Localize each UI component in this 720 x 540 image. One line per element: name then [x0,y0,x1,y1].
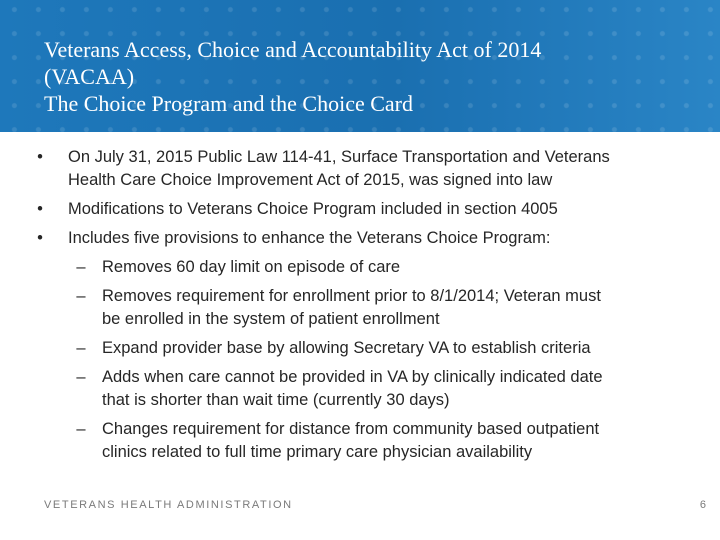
bullet-marker: • [37,229,43,247]
bullet-list [30,146,690,470]
sub-bullet-text-line: Expand provider base by allowing Secretary VA to establish criteria [102,339,591,357]
sub-bullet-marker: – [76,287,86,305]
sub-bullet-item [30,366,690,412]
bullet-text-line: Modifications to Veterans Choice Program included in section 4005 [68,200,558,218]
bullet-marker: • [37,148,43,166]
bullet-marker: • [37,200,43,218]
title-banner [0,0,720,132]
bullet-text-line: Includes five provisions to enhance the Veterans Choice Program: [68,229,551,247]
title-line: (VACAA) [44,64,135,89]
bullet-item [30,198,690,221]
footer-organization: VETERANS HEALTH ADMINISTRATION [44,499,293,511]
slide-title [44,36,684,117]
title-line: Veterans Access, Choice and Accountability Act of 2014 [44,37,542,62]
sub-bullet-text-line: be enrolled in the system of patient enrollment [102,310,440,328]
sub-bullet-text-line: Adds when care cannot be provided in VA by clinically indicated date [102,368,603,386]
bullet-item [30,227,690,250]
sub-bullet-text-line: Changes requirement for distance from community based outpatient [102,420,600,438]
page-number: 6 [699,499,706,511]
sub-bullet-marker: – [76,368,86,386]
sub-bullet-item [30,418,690,464]
bullet-text-line: Health Care Choice Improvement Act of 2015, was signed into law [68,171,553,189]
sub-bullet-text-line: that is shorter than wait time (currently 30 days) [102,391,450,409]
sub-bullet-text-line: Removes 60 day limit on episode of care [102,258,401,276]
sub-bullet-text-line: clinics related to full time primary care physician availability [102,443,533,461]
bullet-item [30,146,690,192]
sub-bullet-item [30,337,690,360]
bullet-text-line: On July 31, 2015 Public Law 114-41, Surface Transportation and Veterans [68,148,610,166]
sub-bullet-marker: – [76,339,86,357]
sub-bullet-item [30,285,690,331]
sub-bullet-marker: – [76,258,86,276]
sub-bullet-item [30,256,690,279]
sub-bullet-marker: – [76,420,86,438]
sub-bullet-text-line: Removes requirement for enrollment prior to 8/1/2014; Veteran must [102,287,601,305]
title-line: The Choice Program and the Choice Card [44,91,414,116]
